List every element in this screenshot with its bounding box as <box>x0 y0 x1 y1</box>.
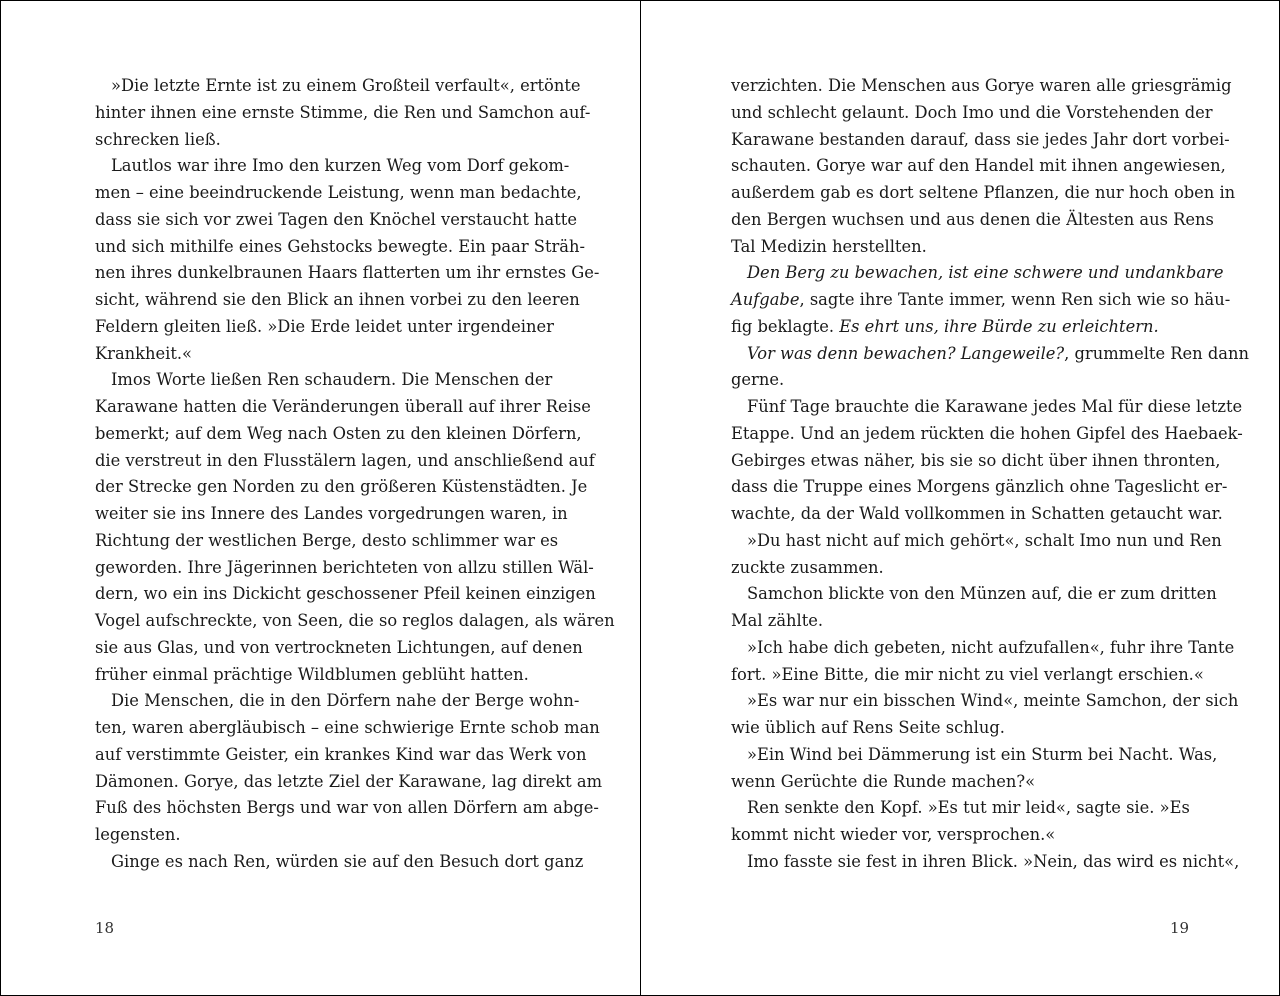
text-line: Mal zählte. <box>731 611 824 630</box>
text-line: den Bergen wuchsen und aus denen die Ältesten aus Rens <box>731 209 1214 229</box>
text-line: Ren senkte den Kopf. »Es tut mir leid«, sagte sie. »Es <box>747 798 1190 818</box>
text-line: schauten. Gorye war auf den Handel mit ihnen angewiesen, <box>731 156 1226 176</box>
text-run: , grummelte Ren dann <box>1064 343 1249 363</box>
text-line: Vogel aufschreckte, von Seen, die so reglos dalagen, als wären <box>95 611 615 630</box>
text-line: sie aus Glas, und von vertrockneten Lichtungen, auf denen <box>95 637 583 657</box>
text-line: Karawane hatten die Veränderungen überall auf ihrer Reise <box>95 397 591 416</box>
right-page-text <box>731 73 1249 876</box>
text-line: legensten. <box>95 825 181 844</box>
text-line: fort. »Eine Bitte, die mir nicht zu viel verlangt erschien.« <box>731 664 1204 684</box>
text-line: Fünf Tage brauchte die Karawane jedes Mal für diese letzte <box>747 397 1243 416</box>
text-line: weiter sie ins Innere des Landes vorgedrungen waren, in <box>95 504 568 523</box>
text-line: Etappe. Und an jedem rückten die hohen Gipfel des Haebaek- <box>731 423 1243 443</box>
text-line: Feldern gleiten ließ. »Die Erde leidet unter irgendeiner <box>95 316 554 336</box>
text-line: geworden. Ihre Jägerinnen berichteten von allzu stillen Wäl- <box>95 557 594 577</box>
text-line: Krankheit.« <box>95 343 193 363</box>
text-line: kommt nicht wieder vor, versprochen.« <box>731 825 1056 844</box>
text-line: außerdem gab es dort seltene Pflanzen, die nur hoch oben in <box>731 183 1236 202</box>
text-line: Tal Medizin herstellten. <box>731 236 927 256</box>
text-line: früher einmal prächtige Wildblumen geblüht hatten. <box>95 664 529 684</box>
left-page-text <box>95 73 615 876</box>
text-line: wachte, da der Wald vollkommen in Schatten getaucht war. <box>731 504 1223 523</box>
text-run: fig beklagte. <box>731 316 840 336</box>
italic-text-run: Es ehrt uns, ihre Bürde zu erleichtern. <box>839 316 1159 336</box>
text-line: Imo fasste sie fest in ihren Blick. »Nein, das wird es nicht«, <box>747 851 1240 871</box>
text-line: Imos Worte ließen Ren schaudern. Die Menschen der <box>111 370 553 390</box>
text-line: ten, waren abergläubisch – eine schwierige Ernte schob man <box>95 718 600 737</box>
text-line: Gebirges etwas näher, bis sie so dicht über ihnen thronten, <box>731 450 1221 470</box>
text-line: »Du hast nicht auf mich gehört«, schalt Imo nun und Ren <box>747 530 1222 550</box>
text-line: verzichten. Die Menschen aus Gorye waren alle griesgrämig <box>731 76 1232 95</box>
text-line: »Es war nur ein bisschen Wind«, meinte Samchon, der sich <box>747 691 1239 711</box>
text-line: bemerkt; auf dem Weg nach Osten zu den kleinen Dörfern, <box>95 423 582 443</box>
text-line: Fuß des höchsten Bergs und war von allen Dörfern am abge- <box>95 798 599 818</box>
text-line: sicht, während sie den Blick an ihnen vorbei zu den leeren <box>95 290 580 309</box>
text-line: dern, wo ein ins Dickicht geschossener Pfeil keinen einzigen <box>95 584 596 604</box>
text-line: wie üblich auf Rens Seite schlug. <box>731 718 1005 737</box>
text-line: »Ein Wind bei Dämmerung ist ein Sturm bei Nacht. Was, <box>747 744 1218 764</box>
text-line <box>731 287 1231 314</box>
text-line: wenn Gerüchte die Runde machen?« <box>731 771 1036 791</box>
text-line: Richtung der westlichen Berge, desto schlimmer war es <box>95 530 559 550</box>
text-line: »Die letzte Ernte ist zu einem Großteil verfault«, ertönte <box>111 76 581 95</box>
italic-text-run: Aufgabe <box>731 290 800 309</box>
text-line: Lautlos war ihre Imo den kurzen Weg vom Dorf gekom- <box>111 156 570 176</box>
text-run: , sagte ihre Tante immer, wenn Ren sich wie so häu- <box>799 290 1231 309</box>
page-number-right: 19 <box>1170 919 1190 937</box>
text-line <box>731 341 1249 368</box>
text-line: schrecken ließ. <box>95 129 221 149</box>
text-line: auf verstimmte Geister, ein krankes Kind war das Werk von <box>95 744 587 764</box>
text-line: men – eine beeindruckende Leistung, wenn man bedachte, <box>95 183 582 202</box>
text-line <box>731 314 1172 341</box>
text-line: Ginge es nach Ren, würden sie auf den Besuch dort ganz <box>111 851 584 871</box>
page-number-left: 18 <box>95 919 115 937</box>
text-line: gerne. <box>731 370 785 390</box>
text-line <box>731 260 1224 287</box>
text-line: »Ich habe dich gebeten, nicht aufzufallen«, fuhr ihre Tante <box>747 637 1235 657</box>
text-line: Dämonen. Gorye, das letzte Ziel der Karawane, lag direkt am <box>95 771 603 791</box>
text-line: zuckte zusammen. <box>731 557 884 577</box>
italic-text-run: Den Berg zu bewachen, ist eine schwere und undankbare <box>747 263 1224 283</box>
italic-text-run: Vor was denn bewachen? Langeweile? <box>747 343 1065 363</box>
text-line: Samchon blickte von den Münzen auf, die er zum dritten <box>747 584 1217 604</box>
text-line: und sich mithilfe eines Gehstocks bewegte. Ein paar Sträh- <box>95 236 585 256</box>
text-line: Die Menschen, die in den Dörfern nahe der Berge wohn- <box>111 691 580 711</box>
text-line: dass die Truppe eines Morgens gänzlich ohne Tageslicht er- <box>731 477 1228 497</box>
text-line: und schlecht gelaunt. Doch Imo und die Vorstehenden der <box>731 102 1213 122</box>
text-line: Karawane bestanden darauf, dass sie jedes Jahr dort vorbei- <box>731 129 1230 149</box>
text-line: dass sie sich vor zwei Tagen den Knöchel verstaucht hatte <box>95 209 577 229</box>
page-gutter-divider <box>640 1 641 995</box>
text-line: die verstreut in den Flusstälern lagen, und anschließend auf <box>95 450 595 470</box>
text-line: der Strecke gen Norden zu den größeren Küstenstädten. Je <box>95 477 588 497</box>
text-line: nen ihres dunkelbraunen Haars flatterten um ihr ernstes Ge- <box>95 263 600 283</box>
text-line: hinter ihnen eine ernste Stimme, die Ren und Samchon auf- <box>95 102 591 122</box>
